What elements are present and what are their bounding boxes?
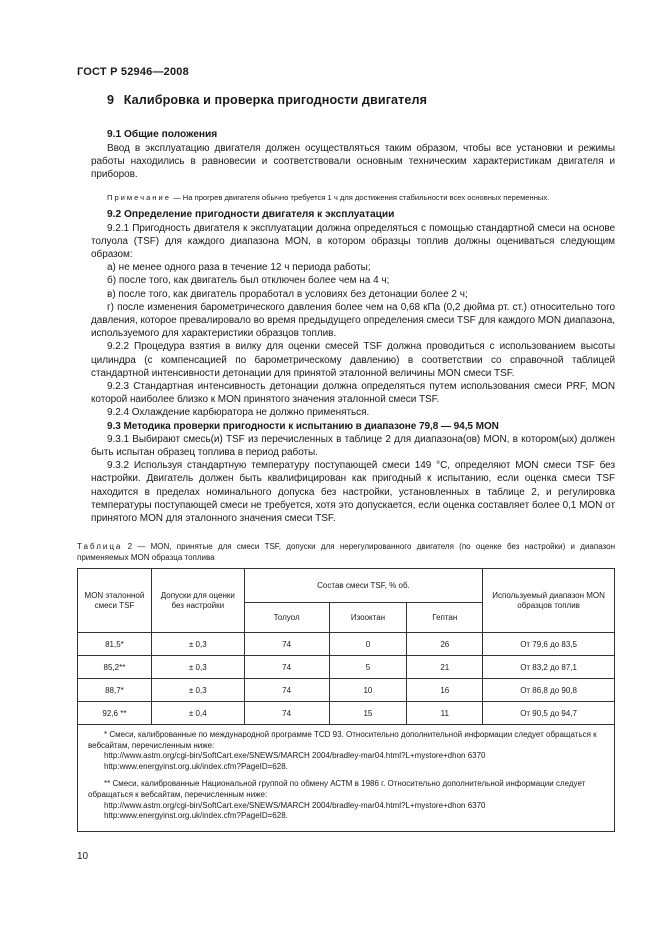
header-toluene: Толуол — [244, 603, 329, 633]
subsection-heading-9-1: 9.1 Общие положения — [107, 129, 218, 140]
header-mon: MON эталонной смеси TSF — [78, 569, 152, 633]
cell-mon: 88,7* — [78, 679, 152, 702]
cell-isooctane: 10 — [329, 679, 407, 702]
note — [91, 192, 615, 203]
footnote-1-url-1: http://www.astm.org/cgi-bin/SoftCart.exe/SNEWS/MARCH 2004/bradley-mar04.html?L+mystore+dhon 6370 — [104, 751, 486, 761]
footnote-1-url-2: http:www.energyinst.org.uk/index.cfm?PageID=628. — [104, 761, 288, 771]
table-row — [78, 633, 615, 656]
cell-heptane: 16 — [407, 679, 483, 702]
paragraph-9-2-2: 9.2.2 Процедура взятия в вилку для оценки смесей TSF должна проводиться с использованием высоты цилиндра (с компенсацией по барометрическому давлению) в соответствии со справочной таблицей стандартной интенсивности детонации для принятой эталонной величины MON смеси TSF. — [91, 341, 615, 379]
footnote-1: * Смеси, калиброванные по международной программе TCD 93. Относительно дополнительной информации следует обращаться к вебсайтам, перечисленным ниже: — [88, 730, 597, 750]
section-title-text: Калибровка и проверка пригодности двигателя — [123, 93, 428, 107]
cell-isooctane: 0 — [329, 633, 407, 656]
main-text — [91, 93, 615, 525]
note-label: Примечание — [107, 192, 171, 202]
cell-mon: 81,5* — [78, 633, 152, 656]
cell-range: От 79,6 до 83,5 — [483, 633, 615, 656]
list-item-g: г) после изменения барометрического давления более чем на 0,68 кПа (0,2 дюйма рт. ст.) относительно того давления, которое превалировало во время предыдущего определения смеси TSF для каждого MON диапазона, используемого для характеристики образцов топлив. — [91, 301, 615, 340]
subsection-heading-9-2: 9.2 Определение пригодности двигателя к эксплуатации — [107, 208, 395, 220]
cell-toluene: 74 — [244, 633, 329, 656]
list-item: б) после того, как двигатель был отключен более чем на 4 ч; — [107, 275, 390, 287]
cell-toluene: 74 — [244, 679, 329, 702]
header-isooctane: Изооктан — [329, 603, 407, 633]
cell-tolerance: ± 0,3 — [151, 656, 244, 679]
cell-heptane: 21 — [407, 656, 483, 679]
header-range: Используемый диапазон MON образцов топлив — [483, 569, 615, 633]
cell-heptane: 11 — [407, 702, 483, 725]
paragraph-9-1: Ввод в эксплуатацию двигателя должен осуществляться таким образом, чтобы все установки и режимы работы находились в равновесии и соответствовали основным техническим характеристикам двигателя и приборов. — [91, 143, 615, 181]
table-caption-label: Таблица — [77, 542, 123, 551]
cell-tolerance: ± 0,3 — [151, 633, 244, 656]
paragraph-9-3-2: 9.3.2 Используя стандартную температуру поступающей смеси 149 °С, определяют MON смеси TSF без настройки. Двигатель должен быть квалифицирован как пригодный к испытанию, если оценка смеси TSF находится в пределах номинального допуска без настройки, установленных в таблице 2, и регулировка температуры поступающей смеси не требуется, хотя это допускается, если оценка составляет более 0,1 MON от принятого MON для эталонного значения смеси TSF. — [91, 460, 615, 525]
cell-range: От 83,2 до 87,1 — [483, 656, 615, 679]
cell-range: От 90,5 до 94,7 — [483, 702, 615, 725]
list-item: а) не менее одного раза в течение 12 ч периода работы; — [107, 262, 371, 274]
paragraph-9-2-4: 9.2.4 Охлаждение карбюратора не должно применяться. — [107, 407, 370, 419]
cell-toluene: 74 — [244, 656, 329, 679]
cell-tolerance: ± 0,3 — [151, 679, 244, 702]
table-row — [78, 656, 615, 679]
header-heptane: Гептан — [407, 603, 483, 633]
section-number: 9 — [107, 93, 115, 107]
note-text: — На прогрев двигателя обычно требуется 1 ч для достижения стабильности всех основных переменных. — [170, 192, 550, 202]
footnote-spacer — [88, 772, 608, 779]
cell-range: От 86,8 до 90,8 — [483, 679, 615, 702]
header-tolerance: Допуски для оценки без настройки — [151, 569, 244, 633]
footnote-2-url-1: http://www.astm.org/cgi-bin/SoftCart.exe/SNEWS/MARCH 2004/bradley-mar04.html?L+mystore+dhon 6370 — [104, 800, 486, 810]
cell-toluene: 74 — [244, 702, 329, 725]
paragraph-9-2-3: 9.2.3 Стандартная интенсивность детонации должна определяться путем использования смеси PRF, MON которой наиболее близко к MON принятого значения эталонной смеси TSF. — [91, 381, 615, 406]
paragraph-9-2-1: 9.2.1 Пригодность двигателя к эксплуатации должна определяться с помощью стандартной смеси на основе толуола (TSF) для каждого диапазона MON, в котором образцы топлив должны оцениваться следующим образом: — [91, 222, 615, 261]
cell-mon: 92,6 ** — [78, 702, 152, 725]
header-composition: Состав смеси TSF, % об. — [244, 569, 483, 603]
table-row — [78, 679, 615, 702]
table-header-row — [78, 569, 615, 603]
cell-isooctane: 15 — [329, 702, 407, 725]
table-footnotes — [77, 724, 615, 832]
list-item: в) после того, как двигатель проработал в условиях без детонации более 2 ч; — [107, 288, 468, 300]
section-title — [107, 93, 615, 107]
cell-mon: 85,2** — [78, 656, 152, 679]
cell-isooctane: 5 — [329, 656, 407, 679]
footnote-2-url-2: http:www.energyinst.org.uk/index.cfm?PageID=628. — [104, 811, 288, 821]
page-number: 10 — [77, 851, 89, 862]
subsection-heading-9-3: 9.3 Методика проверки пригодности к испытанию в диапазоне 79,8 — 94,5 MON — [107, 420, 499, 432]
paragraph-9-3-1: 9.3.1 Выбирают смесь(и) TSF из перечисленных в таблице 2 для диапазона(ов) MON, в котором(ых) должен быть испытан образец топлива в период работы. — [91, 433, 615, 459]
data-table — [77, 568, 615, 725]
cell-heptane: 26 — [407, 633, 483, 656]
table-row — [78, 702, 615, 725]
table-caption-text: 2 — MON, принятые для смеси TSF, допуски для нерегулированного двигателя (по оценке без настройки) и диапазон применяемых MON образца топлива — [77, 542, 615, 563]
cell-tolerance: ± 0,4 — [151, 702, 244, 725]
footnote-2: ** Смеси, калиброванные Национальной группой по обмену АСТМ в 1986 г. Относительно дополнительной информации следует обращаться к вебсайтам, перечисленным ниже: — [88, 779, 586, 799]
running-header: ГОСТ Р 52946—2008 — [77, 66, 189, 78]
table-caption — [77, 541, 615, 564]
